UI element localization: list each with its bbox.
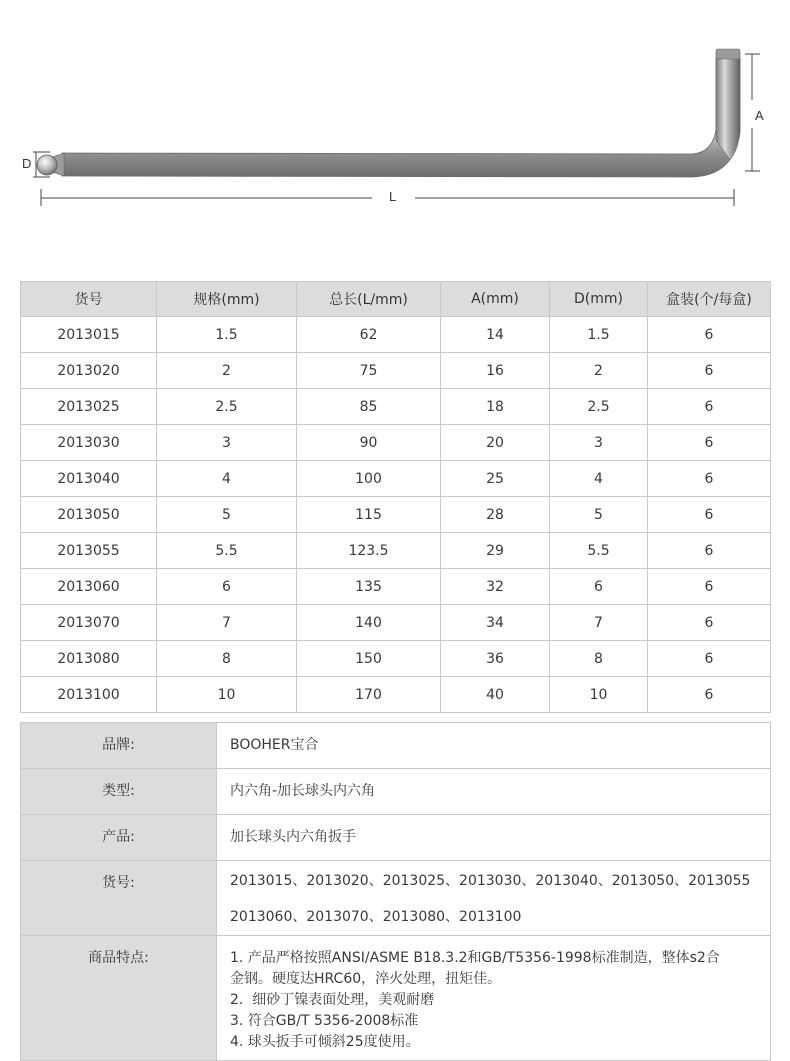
cell-spec: 1.5 — [157, 317, 297, 353]
cell-d: 7 — [550, 605, 648, 641]
code-list — [230, 863, 760, 935]
feature-line-2: 金钢。硬度达HRC60，淬火处理，扭矩佳。 — [230, 971, 502, 987]
label-a: A — [755, 108, 764, 123]
cell-item-no: 2013055 — [21, 533, 157, 569]
spec-table — [20, 281, 771, 713]
cell-spec: 7 — [157, 605, 297, 641]
cell-spec: 8 — [157, 641, 297, 677]
cell-d: 2 — [550, 353, 648, 389]
cell-d: 4 — [550, 461, 648, 497]
code-line-1: 2013015、2013020、2013025、2013030、2013040、2013050、2013055 — [230, 873, 751, 889]
table-row — [21, 641, 771, 677]
cell-length: 135 — [297, 569, 441, 605]
hex-key-drawing — [0, 0, 790, 260]
table-row — [21, 461, 771, 497]
cell-length: 62 — [297, 317, 441, 353]
cell-spec: 6 — [157, 569, 297, 605]
cell-item-no: 2013080 — [21, 641, 157, 677]
cell-a: 28 — [441, 497, 550, 533]
code-key: 货号: — [21, 861, 217, 936]
info-row-product — [21, 815, 771, 861]
wrench-ball-head — [37, 155, 57, 175]
feature-line-5: 4. 球头扳手可倾斜25度使用。 — [230, 1034, 420, 1050]
cell-length: 90 — [297, 425, 441, 461]
feature-line-3: 2. 细砂丁镍表面处理，美观耐磨 — [230, 992, 435, 1008]
l-dimension — [41, 189, 734, 206]
info-row-codes — [21, 861, 771, 936]
feature-key: 商品特点: — [21, 936, 217, 1061]
wrench-arm-top — [716, 49, 740, 59]
cell-spec: 3 — [157, 425, 297, 461]
cell-item-no: 2013060 — [21, 569, 157, 605]
table-row — [21, 605, 771, 641]
table-row — [21, 497, 771, 533]
cell-item-no: 2013040 — [21, 461, 157, 497]
cell-box-qty: 6 — [648, 317, 771, 353]
cell-item-no: 2013030 — [21, 425, 157, 461]
cell-box-qty: 6 — [648, 677, 771, 713]
cell-spec: 4 — [157, 461, 297, 497]
cell-d: 6 — [550, 569, 648, 605]
cell-a: 14 — [441, 317, 550, 353]
header-a: A(mm) — [441, 282, 550, 317]
table-row — [21, 317, 771, 353]
table-row — [21, 533, 771, 569]
cell-box-qty: 6 — [648, 641, 771, 677]
cell-a: 34 — [441, 605, 550, 641]
table-row — [21, 389, 771, 425]
cell-item-no: 2013070 — [21, 605, 157, 641]
wrench-shaft — [62, 58, 740, 177]
cell-box-qty: 6 — [648, 461, 771, 497]
spec-header-row — [21, 282, 771, 317]
wrench-diagram — [0, 0, 790, 260]
code-value — [217, 861, 771, 936]
cell-box-qty: 6 — [648, 425, 771, 461]
table-row — [21, 677, 771, 713]
cell-length: 100 — [297, 461, 441, 497]
cell-length: 140 — [297, 605, 441, 641]
cell-length: 170 — [297, 677, 441, 713]
cell-spec: 10 — [157, 677, 297, 713]
wrench-arm — [716, 58, 740, 160]
product-info-table — [20, 722, 771, 1061]
cell-spec: 5.5 — [157, 533, 297, 569]
info-row-type — [21, 769, 771, 815]
header-spec: 规格(mm) — [157, 282, 297, 317]
table-row — [21, 569, 771, 605]
cell-a: 18 — [441, 389, 550, 425]
cell-length: 115 — [297, 497, 441, 533]
code-line-2: 2013060、2013070、2013080、2013100 — [230, 909, 522, 925]
cell-d: 1.5 — [550, 317, 648, 353]
cell-spec: 2 — [157, 353, 297, 389]
cell-item-no: 2013025 — [21, 389, 157, 425]
feature-value — [217, 936, 771, 1061]
feature-line-4: 3. 符合GB/T 5356-2008标准 — [230, 1013, 419, 1029]
cell-item-no: 2013050 — [21, 497, 157, 533]
cell-spec: 5 — [157, 497, 297, 533]
cell-item-no: 2013020 — [21, 353, 157, 389]
cell-a: 29 — [441, 533, 550, 569]
cell-item-no: 2013100 — [21, 677, 157, 713]
cell-box-qty: 6 — [648, 353, 771, 389]
table-row — [21, 425, 771, 461]
label-l: L — [389, 189, 397, 204]
cell-box-qty: 6 — [648, 389, 771, 425]
brand-key: 品牌: — [21, 723, 217, 769]
cell-d: 8 — [550, 641, 648, 677]
cell-spec: 2.5 — [157, 389, 297, 425]
cell-d: 10 — [550, 677, 648, 713]
cell-box-qty: 6 — [648, 605, 771, 641]
cell-box-qty: 6 — [648, 497, 771, 533]
cell-a: 36 — [441, 641, 550, 677]
label-d: D — [22, 156, 32, 171]
cell-length: 85 — [297, 389, 441, 425]
cell-box-qty: 6 — [648, 569, 771, 605]
cell-box-qty: 6 — [648, 533, 771, 569]
cell-length: 75 — [297, 353, 441, 389]
header-item-no: 货号 — [21, 282, 157, 317]
brand-value: BOOHER宝合 — [217, 723, 771, 769]
cell-item-no: 2013015 — [21, 317, 157, 353]
header-d: D(mm) — [550, 282, 648, 317]
cell-a: 32 — [441, 569, 550, 605]
header-length: 总长(L/mm) — [297, 282, 441, 317]
header-box-qty: 盒装(个/每盒) — [648, 282, 771, 317]
cell-length: 150 — [297, 641, 441, 677]
info-row-brand — [21, 723, 771, 769]
cell-d: 3 — [550, 425, 648, 461]
info-row-features — [21, 936, 771, 1061]
type-key: 类型: — [21, 769, 217, 815]
table-row — [21, 353, 771, 389]
cell-length: 123.5 — [297, 533, 441, 569]
cell-d: 5.5 — [550, 533, 648, 569]
cell-a: 16 — [441, 353, 550, 389]
product-key: 产品: — [21, 815, 217, 861]
cell-d: 2.5 — [550, 389, 648, 425]
product-value: 加长球头内六角扳手 — [217, 815, 771, 861]
feature-line-1: 1. 产品严格按照ANSI/ASME B18.3.2和GB/T5356-1998标准制造，整体s2合 — [230, 950, 720, 966]
cell-a: 25 — [441, 461, 550, 497]
cell-d: 5 — [550, 497, 648, 533]
type-value: 内六角-加长球头内六角 — [217, 769, 771, 815]
cell-a: 40 — [441, 677, 550, 713]
cell-a: 20 — [441, 425, 550, 461]
